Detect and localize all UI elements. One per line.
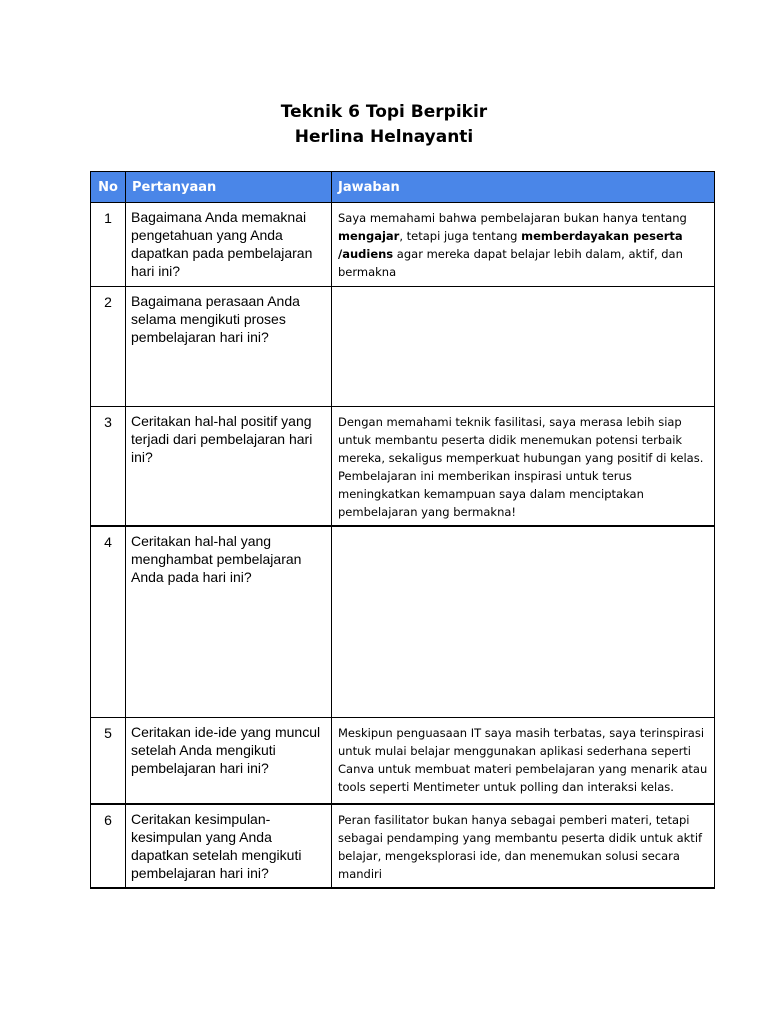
answer-text: , tetapi juga tentang <box>399 229 522 243</box>
header-question: Pertanyaan <box>126 172 332 203</box>
row-number: 2 <box>91 287 126 407</box>
title-line-1: Teknik 6 Topi Berpikir <box>280 102 488 122</box>
question-cell: Ceritakan hal-hal yang menghambat pembelajaran Anda pada hari ini? <box>126 526 332 718</box>
answer-bold-text: memberdayakan peserta /audiens <box>338 229 683 261</box>
answer-text: Saya memahami bahwa pembelajaran bukan hanya tentang <box>338 211 687 225</box>
row-number: 3 <box>91 407 126 526</box>
question-cell: Bagaimana Anda memaknai pengetahuan yang Anda dapatkan pada pembelajaran hari ini? <box>126 203 332 287</box>
row-number: 1 <box>91 203 126 287</box>
answer-cell <box>332 526 715 718</box>
header-answer: Jawaban <box>332 172 715 203</box>
answer-text: agar mereka dapat belajar lebih dalam, aktif, dan bermakna <box>338 247 683 279</box>
question-cell: Ceritakan ide-ide yang muncul setelah Anda mengikuti pembelajaran hari ini? <box>126 718 332 804</box>
document-title <box>0 100 768 150</box>
header-no: No <box>91 172 126 203</box>
answer-cell <box>332 287 715 407</box>
question-cell: Ceritakan kesimpulan-kesimpulan yang Anda dapatkan setelah mengikuti pembelajaran hari ini? <box>126 804 332 888</box>
answer-cell: Dengan memahami teknik fasilitasi, saya merasa lebih siap untuk membantu peserta didik menemukan potensi terbaik mereka, sekaligus memperkuat hubungan yang positif di kelas. Pembelajaran ini memberikan inspirasi untuk terus meningkatkan kemampuan saya dalam menciptakan pembelajaran yang bermakna! <box>332 407 715 526</box>
table-row <box>91 526 715 718</box>
answer-cell: Peran fasilitator bukan hanya sebagai pemberi materi, tetapi sebagai pendamping yang membantu peserta didik untuk aktif belajar, mengeksplorasi ide, dan menemukan solusi secara mandiri <box>332 804 715 888</box>
row-number: 4 <box>91 526 126 718</box>
question-cell: Bagaimana perasaan Anda selama mengikuti proses pembelajaran hari ini? <box>126 287 332 407</box>
table-row <box>91 407 715 526</box>
table-row <box>91 804 715 888</box>
table-row <box>91 203 715 287</box>
table-row <box>91 287 715 407</box>
answer-bold-text: mengajar <box>338 229 400 243</box>
title-line-2: Herlina Helnayanti <box>294 127 474 147</box>
row-number: 6 <box>91 804 126 888</box>
answer-cell <box>332 203 715 287</box>
table-header-row <box>91 172 715 203</box>
answer-cell: Meskipun penguasaan IT saya masih terbatas, saya terinspirasi untuk mulai belajar menggunakan aplikasi sederhana seperti Canva untuk membuat materi pembelajaran yang menarik atau tools seperti Mentimeter untuk polling dan interaksi kelas. <box>332 718 715 804</box>
question-cell: Ceritakan hal-hal positif yang terjadi dari pembelajaran hari ini? <box>126 407 332 526</box>
row-number: 5 <box>91 718 126 804</box>
reflection-table <box>90 171 715 889</box>
table-row <box>91 718 715 804</box>
